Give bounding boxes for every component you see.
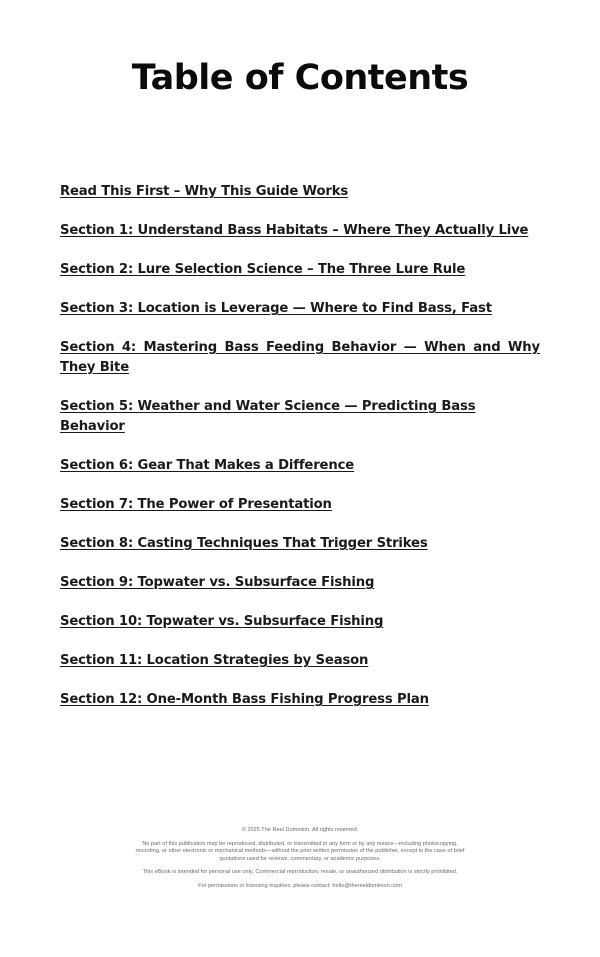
- copyright-line: © 2025 The Reel Dominion. All rights reserved.: [241, 827, 359, 833]
- personal-use-notice: This eBook is intended for personal use only. Commercial reproduction, resale, or unauthorized distribution is strictly prohibited.: [142, 869, 458, 876]
- toc-link-section-7[interactable]: Section 7: The Power of Presentation: [60, 497, 332, 512]
- toc-link-section-1[interactable]: Section 1: Understand Bass Habitats – Where They Actually Live: [60, 223, 529, 238]
- toc-link-section-10[interactable]: Section 10: Topwater vs. Subsurface Fishing: [60, 614, 384, 629]
- page-title: Table of Contents: [131, 58, 469, 98]
- toc-link-section-3[interactable]: Section 3: Location is Leverage — Where to Find Bass, Fast: [60, 301, 492, 316]
- toc-link-section-4[interactable]: Section 4: Mastering Bass Feeding Behavior — When and Why They Bite: [60, 340, 540, 375]
- reproduction-notice: No part of this publication may be reproduced, distributed, or transmitted in any form or by any means—including photocopying, recording, or other electronic or mechanical methods—without the prior written permission of the publisher, except in the case of brief quotations used for reviews, commentary, or academic purposes.: [135, 840, 465, 862]
- toc-link-read-this-first[interactable]: Read This First – Why This Guide Works: [60, 184, 349, 199]
- toc-link-section-9[interactable]: Section 9: Topwater vs. Subsurface Fishing: [60, 575, 375, 590]
- toc-link-section-5[interactable]: Section 5: Weather and Water Science — Predicting Bass Behavior: [60, 399, 476, 434]
- toc-link-section-2[interactable]: Section 2: Lure Selection Science – The Three Lure Rule: [60, 262, 466, 277]
- copyright-footer: [0, 827, 600, 891]
- toc-link-section-11[interactable]: Section 11: Location Strategies by Season: [60, 653, 369, 668]
- contact-line: For permissions or licensing inquiries, please contact: hello@thereeldominion.com: [198, 882, 402, 889]
- toc-link-section-8[interactable]: Section 8: Casting Techniques That Trigger Strikes: [60, 536, 428, 551]
- toc-link-section-6[interactable]: Section 6: Gear That Makes a Difference: [60, 458, 355, 473]
- table-of-contents: [60, 182, 540, 729]
- toc-link-section-12[interactable]: Section 12: One-Month Bass Fishing Progress Plan: [60, 692, 429, 707]
